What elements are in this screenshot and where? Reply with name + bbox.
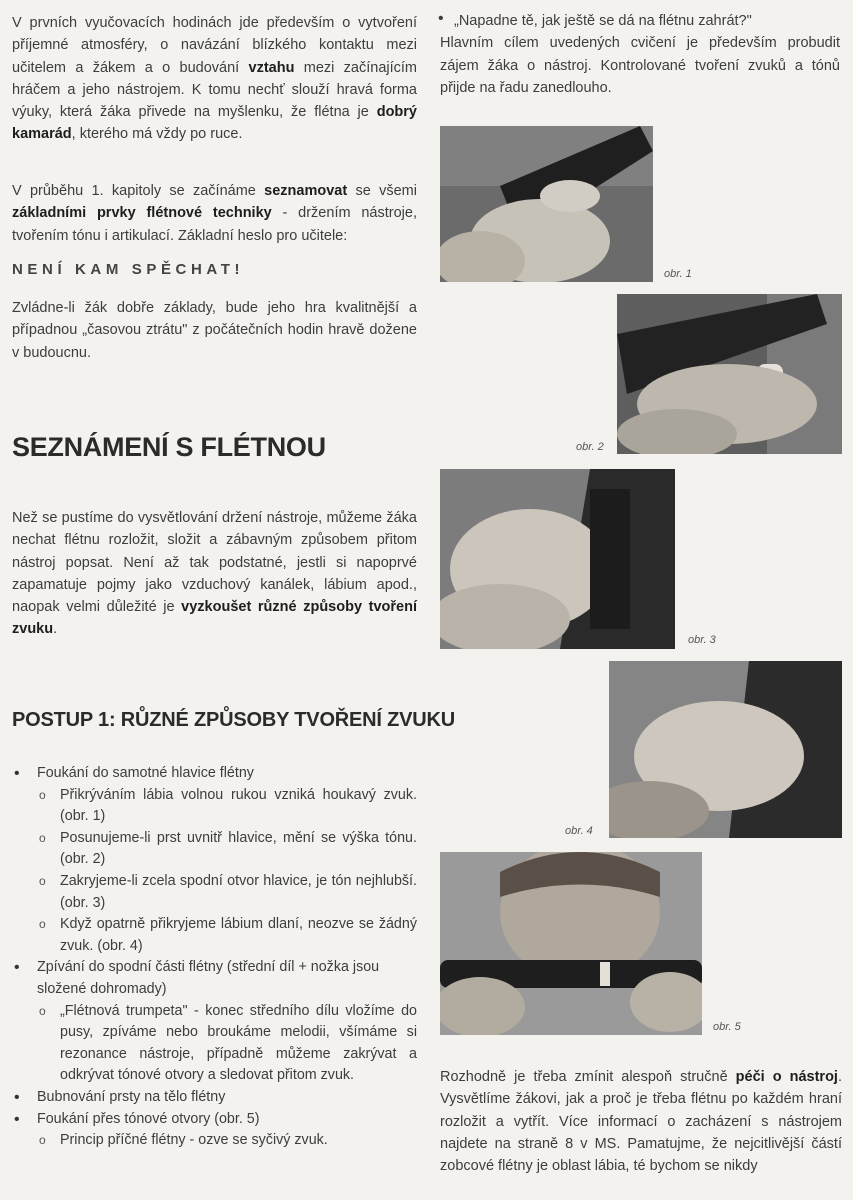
photo-2-caption: obr. 2 xyxy=(576,441,604,453)
sub-list-item: o Zakryjeme-li zcela spodní otvor hlavice, je tón nejhlubší. (obr. 3) xyxy=(37,871,417,914)
list-item: • Zpívání do spodní části flétny (střední díl + nožka jsou složené dohromady) o „Flétnová trumpeta" - konec středního dílu vložíme do pusy, zpíváme nebo broukáme melodii, všímáme si rezonance nástroje, případně můžeme zakrývat a odkrývat tónové otvory a sledovat přitom zvuk. xyxy=(12,957,417,1087)
photo-1-caption: obr. 1 xyxy=(664,268,692,280)
section-heading: SEZNÁMENÍ S FLÉTNOU xyxy=(12,432,326,462)
chapter-paragraph: V průběhu 1. kapitoly se začínáme seznamovat se všemi základními prvky flétnové techniky - držením nástroje, tvořením tónu i artikulací. Základní heslo pro učitele: xyxy=(12,183,417,244)
sub-list-item: o Posunujeme-li prst uvnitř hlavice, mění se výška tónu. (obr. 2) xyxy=(37,828,417,871)
question-quote: • „Napadne tě, jak ještě se dá na flétnu zahrát?" xyxy=(454,13,752,29)
procedure-list xyxy=(12,763,417,1152)
photo-4-caption: obr. 4 xyxy=(565,825,593,837)
photo-4 xyxy=(609,661,842,838)
subsection-heading: POSTUP 1: RŮZNÉ ZPŮSOBY TVOŘENÍ ZVUKU xyxy=(12,709,456,731)
intro-paragraph: V prvních vyučovacích hodinách jde především o vytvoření příjemné atmosféry, o navázání blízkého kontaktu mezi učitelem a žákem a o budování vztahu mezi začínajícím hráčem a jeho nástrojem. K tomu nechť slouží hravá forma výuky, která žáka přivede na myšlenku, že flétna je dobrý kamarád, kterého má vždy po ruce. xyxy=(12,15,418,143)
photo-3 xyxy=(440,469,675,649)
intro2-paragraph: Než se pustíme do vysvětlování držení nástroje, můžeme žáka nechat flétnu rozložit, složit a zábavným způsobem přitom nástroj popsat. Není až tak podstatné, jestli si napoprvé zapamatuje pojmy jako vzduchový kanálek, lábium apod., naopak velmi důležité je vyzkoušet různé způsoby tvoření zvuku. xyxy=(12,510,417,638)
result-paragraph: Zvládne-li žák dobře základy, bude jeho hra kvalitnější a případnou „časovou ztrátu" z počátečních hodin hravě dožene v budoucnu. xyxy=(12,300,417,361)
list-item: • Foukání do samotné hlavice flétny o Přikrýváním lábia volnou rukou vzniká houkavý zvuk. (obr. 1) o Posunujeme-li prst uvnitř hlavice, mění se výška tónu. (obr. 2) o Zakryjeme-li zcela spodní otvor hlavice, je tón nejhlubší. (obr. 3) o Když opatrně přikryjeme lábium dlaní, neozve se žádný zvuk. (obr. 4) xyxy=(12,763,417,957)
sub-list-item: o Princip příčné flétny - ozve se syčivý zvuk. xyxy=(37,1130,417,1152)
photo-2 xyxy=(617,294,842,454)
goal-paragraph: Hlavním cílem uvedených cvičení je především probudit zájem žáka o nástroj. Kontrolované tvoření zvuků a tónů přijde na řadu zanedlouho. xyxy=(440,35,840,96)
photo-5-caption: obr. 5 xyxy=(713,1021,741,1033)
motto: NENÍ KAM SPĚCHAT! xyxy=(12,261,245,278)
sub-list-item: o „Flétnová trumpeta" - konec středního dílu vložíme do pusy, zpíváme nebo broukáme melodii, všímáme si rezonance nástroje, případně můžeme zakrývat a odkrývat tónové otvory a sledovat přitom zvuk. xyxy=(37,1001,417,1087)
top-right-text xyxy=(440,10,840,99)
list-item: • Bubnování prsty na tělo flétny xyxy=(12,1087,417,1109)
care-paragraph: Rozhodně je třeba zmínit alespoň stručně péči o nástroj. Vysvětlíme žákovi, jak a proč je třeba flétnu po každém hraní rozložit a vytřít. Více informací o zacházení s nástrojem najdete na straně 8 v MS. Pamatujme, že nejcitlivější částí zobcové flétny je oblast lábia, té bychom se nikdy xyxy=(440,1069,842,1175)
sub-list-item: o Když opatrně přikryjeme lábium dlaní, neozve se žádný zvuk. (obr. 4) xyxy=(37,914,417,957)
photo-5 xyxy=(440,852,702,1035)
photo-3-caption: obr. 3 xyxy=(688,634,716,646)
photo-1 xyxy=(440,126,653,282)
list-item: • Foukání přes tónové otvory (obr. 5) o Princip příčné flétny - ozve se syčivý zvuk. xyxy=(12,1109,417,1152)
sub-list-item: o Přikrýváním lábia volnou rukou vzniká houkavý zvuk. (obr. 1) xyxy=(37,785,417,828)
